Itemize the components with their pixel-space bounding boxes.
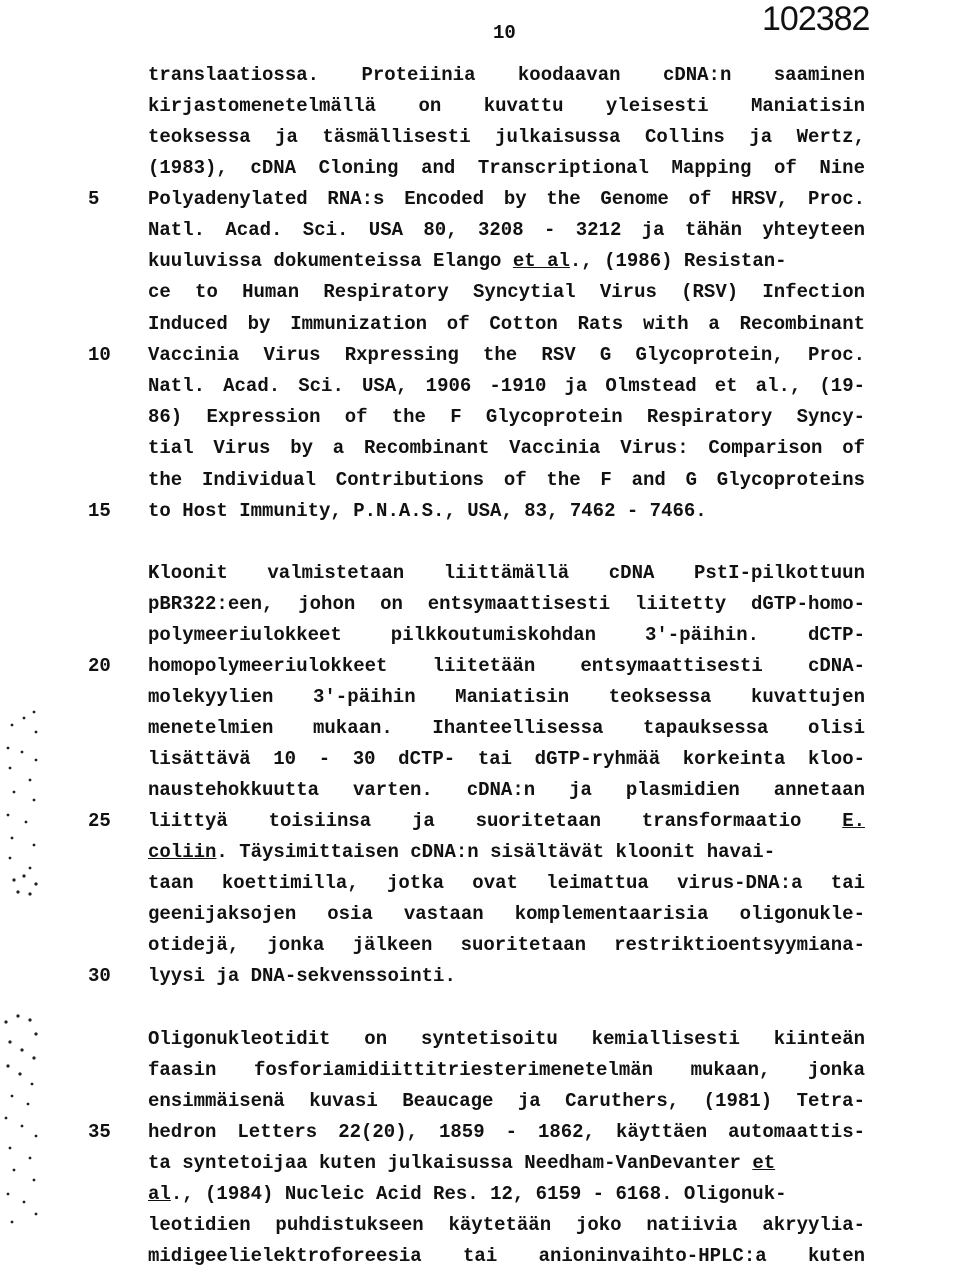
paragraph-3-line: ta syntetoijaa kuten julkaisussa Needham-VanDevanter et — [148, 1152, 776, 1174]
paragraph-1-line: tial Virus by a Recombinant Vaccinia Virus: Comparison of — [148, 437, 865, 459]
paragraph-3-line: ensimmäisenä kuvasi Beaucage ja Caruthers, (1981) Tetra- — [148, 1090, 865, 1112]
paragraph-2-line: polymeeriulokkeet pilkkoutumiskohdan 3'-päihin. dCTP- — [148, 624, 865, 646]
line-number: 35 — [88, 1121, 111, 1143]
paragraph-2-line: otidejä, jonka jälkeen suoritetaan restriktioentsyymiana- — [148, 934, 865, 956]
line-number: 25 — [88, 810, 111, 832]
paragraph-1-line: Vaccinia Virus Rxpressing the RSV G Glycoprotein, Proc. — [148, 344, 865, 366]
paragraph-1-line: ce to Human Respiratory Syncytial Virus (RSV) Infection — [148, 281, 865, 303]
paragraph-1-line: kirjastomenetelmällä on kuvattu yleisesti Maniatisin — [148, 95, 865, 117]
line-number: 10 — [88, 344, 111, 366]
paragraph-3-line: leotidien puhdistukseen käytetään joko natiivia akryylia- — [148, 1214, 865, 1236]
page-number: 10 — [493, 22, 516, 44]
underlined-species: coliin — [148, 841, 217, 863]
paragraph-3-line: midigeelielektroforeesia tai anioninvaihto-HPLC:a kuten — [148, 1245, 865, 1267]
paragraph-2-line: pBR322:een, johon on entsymaattisesti liitetty dGTP-homo- — [148, 593, 865, 615]
paragraph-3-line: al., (1984) Nucleic Acid Res. 12, 6159 - 6168. Oligonuk- — [148, 1183, 787, 1205]
paragraph-1-line: the Individual Contributions of the F and G Glycoproteins — [148, 469, 865, 491]
paragraph-1-line: to Host Immunity, P.N.A.S., USA, 83, 7462 - 7466. — [148, 500, 707, 522]
underlined-citation: al — [148, 1183, 171, 1205]
margin-dot-marks — [0, 0, 140, 1268]
paragraph-2-line: taan koettimilla, jotka ovat leimattua virus-DNA:a tai — [148, 872, 865, 894]
underlined-species: E. — [842, 810, 865, 832]
paragraph-1-line: Induced by Immunization of Cotton Rats with a Recombinant — [148, 313, 865, 335]
line-number: 30 — [88, 965, 111, 987]
paragraph-1-line: translaatiossa. Proteiinia koodaavan cDNA:n saaminen — [148, 64, 865, 86]
paragraph-2-line: lisättävä 10 - 30 dCTP- tai dGTP-ryhmää korkeinta kloo- — [148, 748, 865, 770]
dot-cluster — [4, 1014, 37, 1223]
paragraph-2-line: homopolymeeriulokkeet liitetään entsymaattisesti cDNA- — [148, 655, 865, 677]
document-number: 102382 — [762, 0, 870, 38]
paragraph-2-line: geenijaksojen osia vastaan komplementaarisia oligonukle- — [148, 903, 865, 925]
paragraph-3-line: Oligonukleotidit on syntetisoitu kemiallisesti kiinteän — [148, 1028, 865, 1050]
paragraph-1-line: Natl. Acad. Sci. USA 80, 3208 - 3212 ja tähän yhteyteen — [148, 219, 865, 241]
line-number: 15 — [88, 500, 111, 522]
paragraph-2-line: molekyylien 3'-päihin Maniatisin teoksessa kuvattujen — [148, 686, 865, 708]
dot-cluster — [7, 711, 38, 896]
paragraph-2-line: coliin. Täysimittaisen cDNA:n sisältävät kloonit havai- — [148, 841, 776, 863]
line-number: 5 — [88, 188, 100, 210]
paragraph-1-line: kuuluvissa dokumenteissa Elango et al., (1986) Resistan- — [148, 250, 787, 272]
paragraph-1-line: (1983), cDNA Cloning and Transcriptional Mapping of Nine — [148, 157, 865, 179]
paragraph-2-line: menetelmien mukaan. Ihanteellisessa tapauksessa olisi — [148, 717, 865, 739]
paragraph-2-line: liittyä toisiinsa ja suoritetaan transformaatio E. — [148, 810, 865, 832]
paragraph-2-line: Kloonit valmistetaan liittämällä cDNA PstI-pilkottuun — [148, 562, 865, 584]
paragraph-1-line: Natl. Acad. Sci. USA, 1906 -1910 ja Olmstead et al., (19- — [148, 375, 865, 397]
underlined-citation: et — [752, 1152, 776, 1174]
underlined-citation: et al — [512, 250, 570, 272]
paragraph-2-line: naustehokkuutta varten. cDNA:n ja plasmidien annetaan — [148, 779, 865, 801]
paragraph-3-line: hedron Letters 22(20), 1859 - 1862, käyttäen automaattis- — [148, 1121, 865, 1143]
line-number: 20 — [88, 655, 111, 677]
paragraph-2-line: lyysi ja DNA-sekvenssointi. — [148, 965, 456, 987]
paragraph-1-line: teoksessa ja täsmällisesti julkaisussa Collins ja Wertz, — [148, 126, 865, 148]
paragraph-3-line: faasin fosforiamidiittitriesterimenetelmän mukaan, jonka — [148, 1059, 865, 1081]
paragraph-1-line: Polyadenylated RNA:s Encoded by the Genome of HRSV, Proc. — [148, 188, 865, 210]
paragraph-1-line: 86) Expression of the F Glycoprotein Respiratory Syncy- — [148, 406, 865, 428]
